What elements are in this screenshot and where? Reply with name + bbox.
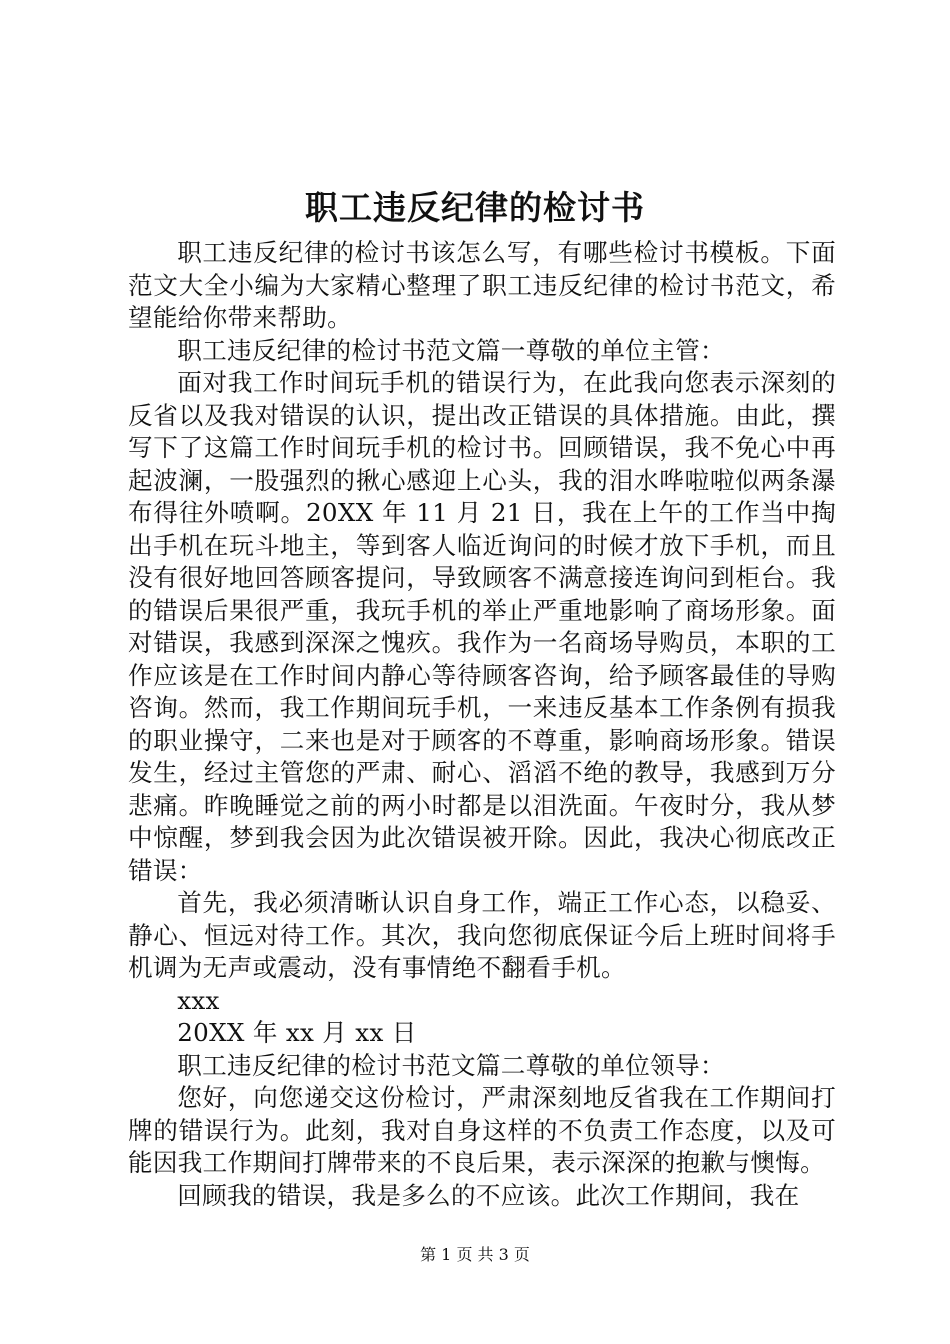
signature-name: xxx <box>177 985 220 1015</box>
sample-one-body: 面对我工作时间玩手机的错误行为，在此我向您表示深刻的反省以及我对错误的认识，提出改正错误的具体措施。由此，撰写下了这篇工作时间玩手机的检讨书。回顾错误，我不免心中再起波澜，一股强烈的揪心感迎上心头，我的泪水哗啦啦似两条瀑布得往外喷啊。20XX 年 11 月 21 日，我在上午的工作当中掏出手机在玩斗地主，等到客人临近询问的时候才放下手机，而且没有很好地回答顾客提问，导致顾客不满意接连询问到柜台。我的错误后果很严重，我玩手机的举止严重地影响了商场形象。面对错误，我感到深深之愧疚。我作为一名商场导购员，本职的工作应该是在工作时间内静心等待顾客咨询，给予顾客最佳的导购咨询。然而，我工作期间玩手机，一来违反基本工作条例有损我的职业操守，二来也是对于顾客的不尊重，影响商场形象。错误发生，经过主管您的严肃、耐心、滔滔不绝的教导，我感到万分悲痛。昨晚睡觉之前的两小时都是以泪洗面。午夜时分，我从梦中惊醒，梦到我会因为此次错误被开除。因此，我决心彻底改正错误： <box>128 368 836 885</box>
sample-one-commitment: 首先，我必须清晰认识自身工作，端正工作心态，以稳妥、静心、恒远对待工作。其次，我向您彻底保证今后上班时间将手机调为无声或震动，没有事情绝不翻看手机。 <box>128 888 836 982</box>
document-title: 职工违反纪律的检讨书 <box>305 188 645 227</box>
page-footer: 第 1 页 共 3 页 <box>420 1245 530 1264</box>
document-body <box>128 237 836 1212</box>
sample-two-continued: 回顾我的错误，我是多么的不应该。此次工作期间，我在 <box>177 1180 800 1210</box>
signature-date: 20XX 年 xx 月 xx 日 <box>177 1018 417 1047</box>
sample-two-body: 您好，向您递交这份检讨，严肃深刻地反省我在工作期间打牌的错误行为。此刻，我对自身这样的不负责工作态度，以及可能因我工作期间打牌带来的不良后果，表示深深的抱歉与懊悔。 <box>128 1083 836 1177</box>
intro-paragraph: 职工违反纪律的检讨书该怎么写，有哪些检讨书模板。下面范文大全小编为大家精心整理了职工违反纪律的检讨书范文，希望能给你带来帮助。 <box>128 238 836 332</box>
sample-two-heading: 职工违反纪律的检讨书范文篇二尊敬的单位领导： <box>177 1050 725 1080</box>
sample-one-heading: 职工违反纪律的检讨书范文篇一尊敬的单位主管： <box>177 335 725 365</box>
